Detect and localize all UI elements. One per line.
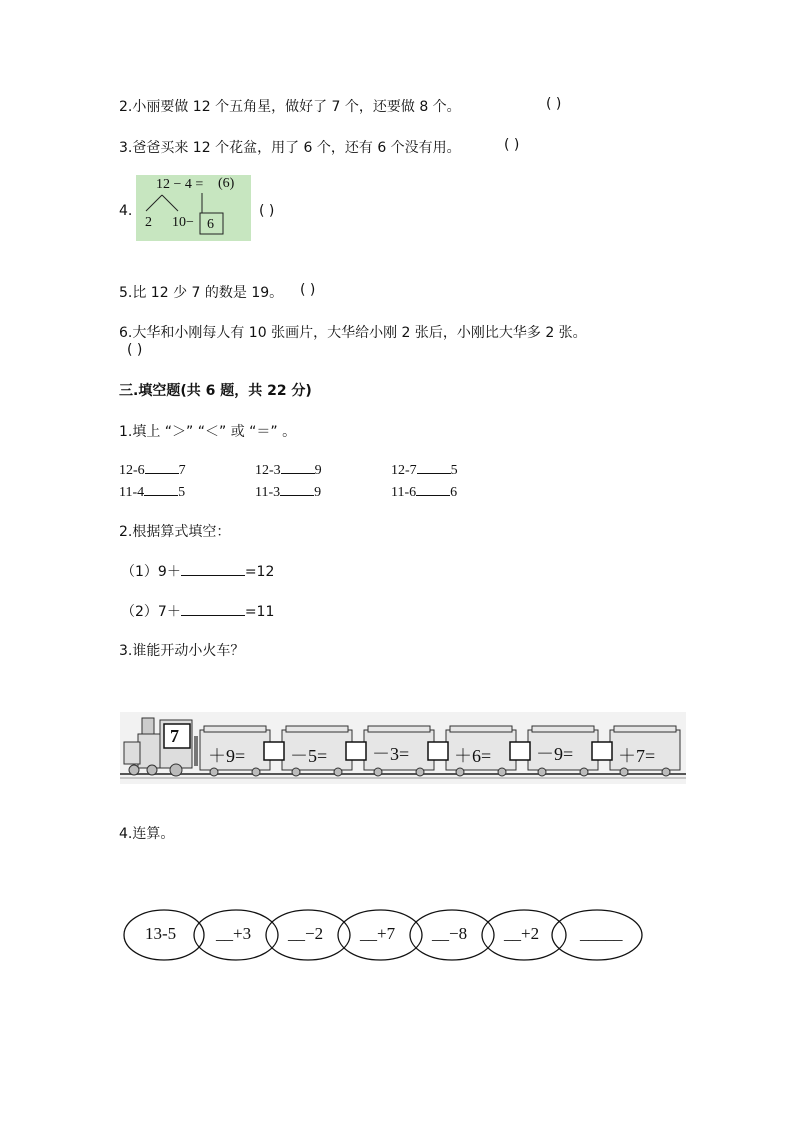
compare-blank[interactable]: [281, 461, 315, 474]
compare-item: 12-6 7: [119, 463, 186, 478]
chain-calculation: [118, 904, 650, 968]
question-5-text: 5.比 12 少 7 的数是 19。: [119, 285, 284, 301]
question-5-answer-paren[interactable]: ( ): [300, 282, 316, 298]
train-car-op: ＋6=: [454, 746, 492, 766]
question-4-label: 4.: [119, 203, 133, 219]
diagram-equation: 12 − 4 =: [156, 177, 204, 192]
train-car-op: ＋9=: [208, 746, 246, 766]
section-3-title: 三.填空题(共 6 题，共 22 分): [119, 383, 312, 399]
diagram-answer: (6): [218, 176, 235, 191]
compare-blank[interactable]: [417, 461, 451, 474]
compare-blank[interactable]: [416, 483, 450, 496]
compare-item: 11-4 5: [119, 485, 186, 500]
train-car-op: ＋7=: [618, 746, 656, 766]
question-2-text: 2.小丽要做 12 个五角星，做好了 7 个，还要做 8 个。: [119, 99, 461, 115]
compare-item: 11-6 6: [391, 485, 458, 500]
chain-step[interactable]: __−8: [432, 924, 468, 943]
question-3-text: 3.爸爸买来 12 个花盆，用了 6 个，还有 6 个没有用。: [119, 140, 461, 156]
compare-blank[interactable]: [144, 483, 178, 496]
fill-4-prompt: 4.连算。: [119, 826, 175, 842]
question-6-text: 6.大华和小刚每人有 10 张画片，大华给小刚 2 张后，小刚比大华多 2 张。: [119, 325, 587, 341]
compare-item: 11-3 9: [255, 485, 322, 500]
chain-step[interactable]: __+7: [360, 924, 396, 943]
compare-item: 12-7 5: [391, 463, 458, 478]
chain-step[interactable]: __+3: [216, 924, 252, 943]
diagram-boxed-value: 6: [207, 217, 214, 232]
fill-1-prompt: 1.填上 “＞” “＜” 或 “＝” 。: [119, 424, 297, 440]
decomposition-diagram: [136, 175, 251, 241]
train-car-op: －3=: [372, 744, 410, 764]
fill-2-prompt: 2.根据算式填空：: [119, 524, 231, 540]
train-car-op: －5=: [290, 746, 328, 766]
chain-step[interactable]: __−2: [288, 924, 324, 943]
question-6-answer-paren[interactable]: ( ): [127, 342, 143, 358]
diagram-split-lines: [136, 175, 251, 241]
fill-3-prompt: 3.谁能开动小火车？: [119, 643, 245, 659]
diagram-split-left: 2: [145, 215, 152, 230]
chain-start: 13-5: [145, 924, 177, 943]
question-4-answer-paren[interactable]: ( ): [259, 203, 275, 219]
diagram-split-mid: 10−: [172, 215, 194, 230]
compare-item: 12-3 9: [255, 463, 322, 478]
fill-2-item-1: （1）9＋ =12: [121, 564, 275, 580]
train-illustration: [120, 712, 686, 784]
fill-2-item-2: （2）7＋ =11: [121, 604, 275, 620]
train-start-number: 7: [170, 726, 179, 746]
fill-blank[interactable]: [181, 603, 245, 616]
compare-blank[interactable]: [145, 461, 179, 474]
question-2-answer-paren[interactable]: ( ): [546, 96, 562, 112]
compare-blank[interactable]: [280, 483, 314, 496]
fill-blank[interactable]: [181, 563, 245, 576]
question-3-answer-paren[interactable]: ( ): [504, 137, 520, 153]
train-car-op: －9=: [536, 744, 574, 764]
chain-final-blank[interactable]: _____: [580, 924, 623, 943]
chain-step[interactable]: __+2: [504, 924, 540, 943]
